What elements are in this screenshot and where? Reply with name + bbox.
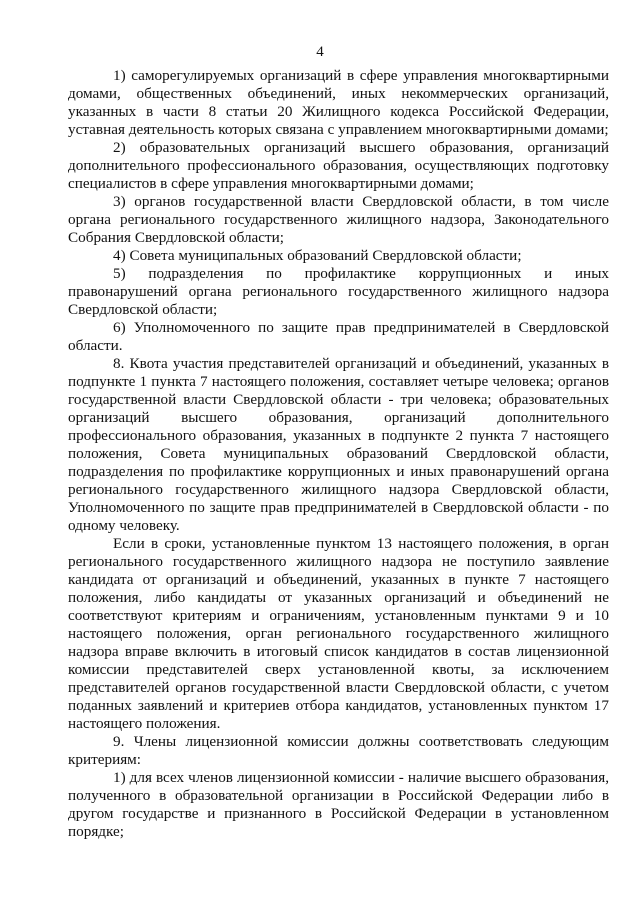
paragraph-clause-9-criteria: 9. Члены лицензионной комиссии должны соответствовать следующим критериям: <box>68 733 609 768</box>
paragraph-clause-9-item-1: 1) для всех членов лицензионной комиссии - наличие высшего образования, полученного в образовательной организации в Российской Федерации либо в другом государстве и признанного в Российской Федерации в установленном порядке; <box>68 769 609 840</box>
paragraph-clause-8-quota: 8. Квота участия представителей организаций и объединений, указанных в подпункте 1 пункта 7 настоящего положения, составляет четыре человека; органов государственной власти Свердловской области - три человека; образовательных организаций высшего образования, организаций дополнительного профессионального образования, указанных в подпункте 2 пункта 7 настоящего положения, Совета муниципальных образований Свердловской области, подразделения по профилактике коррупционных и иных правонарушений органа регионального государственного жилищного надзора Свердловской области, Уполномоченного по защите прав предпринимателей в Свердловской области - по одному человеку. <box>68 355 609 534</box>
document-body <box>68 67 609 841</box>
paragraph-item-2-educational-orgs: 2) образовательных организаций высшего образования, организаций дополнительного профессионального образования, осуществляющих подготовку специалистов в сфере управления многоквартирными домами; <box>68 139 609 192</box>
paragraph-item-1-self-regulating-orgs: 1) саморегулируемых организаций в сфере управления многоквартирными домами, общественных объединений, иных некоммерческих организаций, указанных в части 8 статьи 20 Жилищного кодекса Российской Федерации, уставная деятельность которых связана с управлением многоквартирными домами; <box>68 67 609 138</box>
paragraph-clause-8-over-quota: Если в сроки, установленные пунктом 13 настоящего положения, в орган регионального государственного жилищного надзора не поступило заявление кандидата от организаций и объединений, указанных в пункте 7 настоящего положения, либо кандидаты от указанных организаций и объединений не соответствуют критериям и ограничениям, установленным пунктами 9 и 10 настоящего положения, орган регионального государственного жилищного надзора вправе включить в итоговый список кандидатов в состав лицензионной комиссии представителей сверх установленной квоты, за исключением представителей органов государственной власти Свердловской области, с учетом поданных заявлений и критериев отбора кандидатов, установленных пунктом 17 настоящего положения. <box>68 535 609 732</box>
page-number: 4 <box>316 44 324 60</box>
paragraph-item-5-anticorruption-unit: 5) подразделения по профилактике коррупционных и иных правонарушений органа регионального государственного жилищного надзора Свердловской области; <box>68 265 609 318</box>
paragraph-item-6-business-ombudsman: 6) Уполномоченного по защите прав предпринимателей в Свердловской области. <box>68 319 609 354</box>
paragraph-item-4-municipal-council: 4) Совета муниципальных образований Свердловской области; <box>113 247 522 264</box>
paragraph-item-3-state-authorities: 3) органов государственной власти Свердловской области, в том числе органа регионального государственного жилищного надзора, Законодательного Собрания Свердловской области; <box>68 193 609 246</box>
